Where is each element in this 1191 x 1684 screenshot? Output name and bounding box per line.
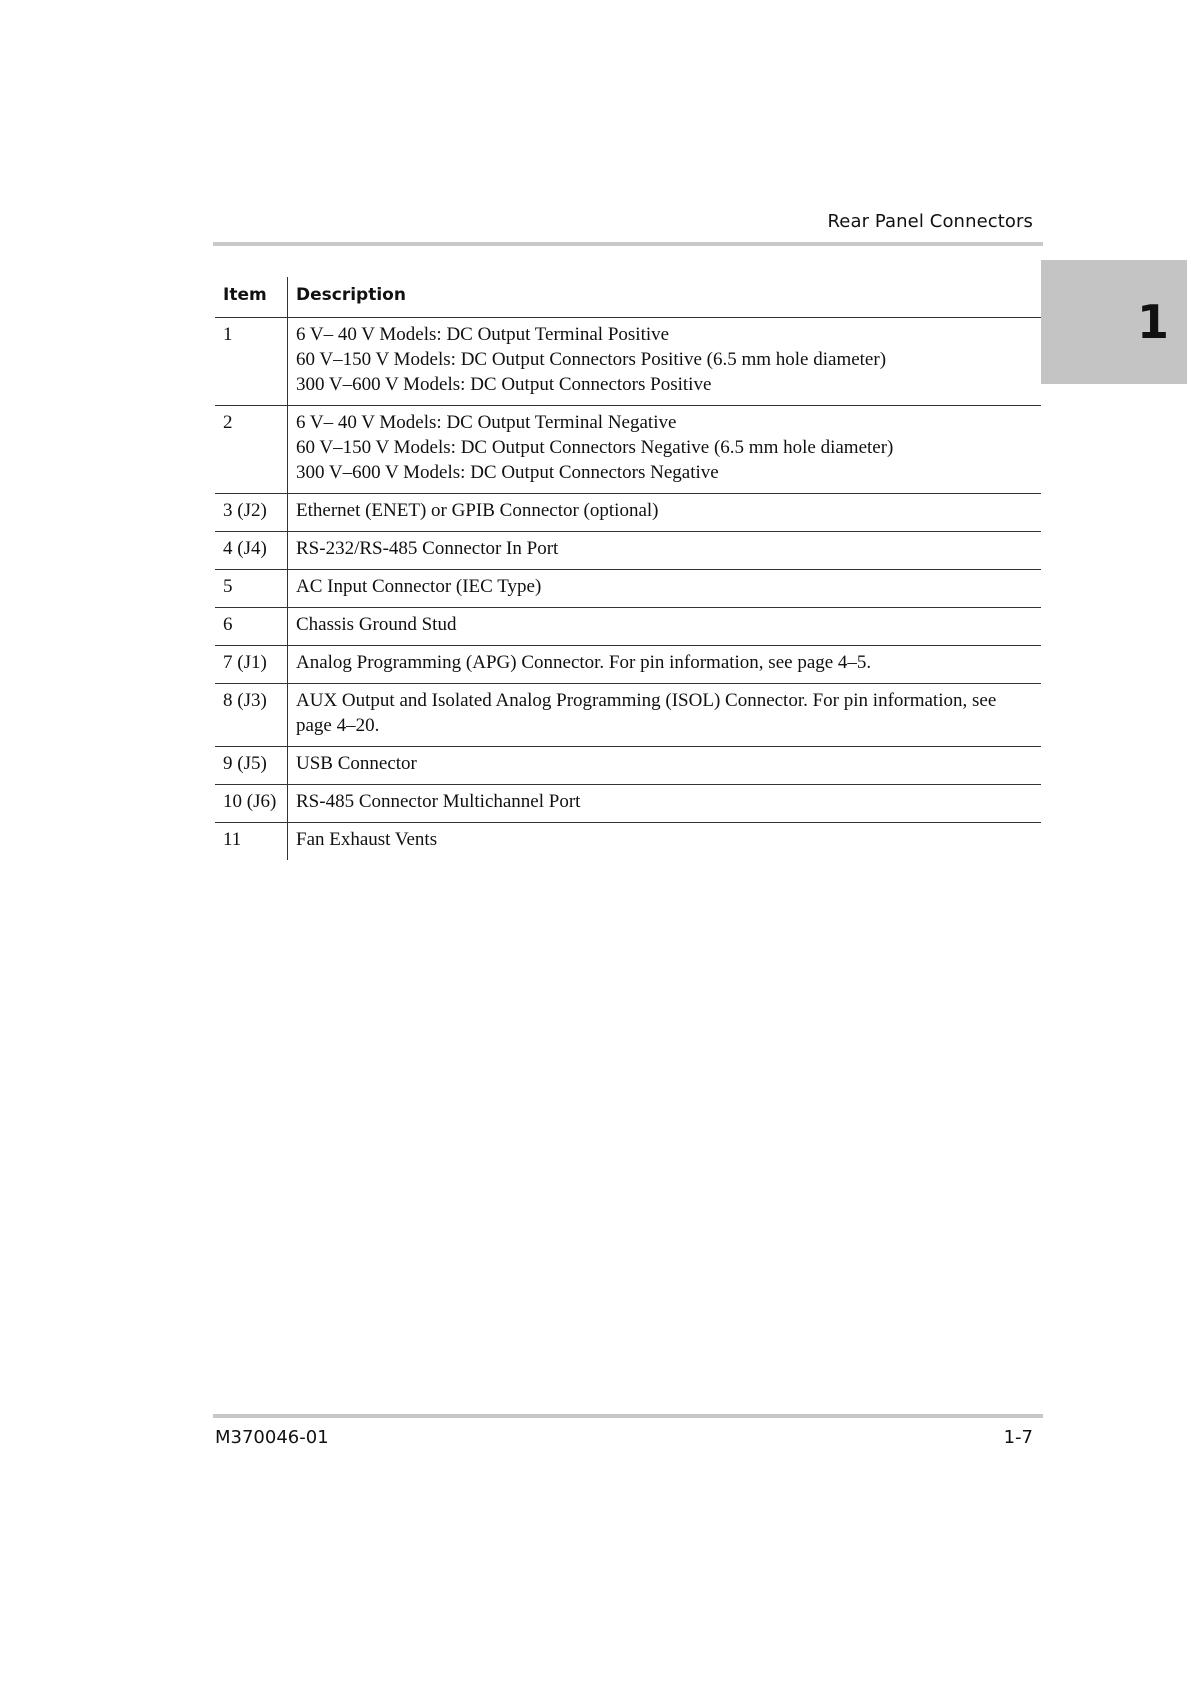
header-divider: [213, 242, 1043, 246]
item-cell: 5: [215, 570, 288, 608]
description-line: Chassis Ground Stud: [296, 614, 457, 635]
description-line: 60 V–150 V Models: DC Output Connectors Negative (6.5 mm hole diameter): [296, 437, 894, 458]
description-line: Ethernet (ENET) or GPIB Connector (optional): [296, 500, 659, 521]
item-cell: 11: [215, 823, 288, 861]
description-cell: [288, 785, 1042, 823]
description-cell: [288, 747, 1042, 785]
item-cell: 2: [215, 406, 288, 494]
document-number: M370046-01: [215, 1427, 329, 1448]
table-row: [215, 684, 1041, 747]
description-line: AUX Output and Isolated Analog Programming (ISOL) Connector. For pin information, see: [296, 690, 997, 711]
table-header-row: [215, 277, 1041, 318]
description-cell: [288, 532, 1042, 570]
item-cell: 3 (J2): [215, 494, 288, 532]
item-cell: 10 (J6): [215, 785, 288, 823]
chapter-tab: [1041, 260, 1187, 384]
description-cell: [288, 406, 1042, 494]
running-header-title: Rear Panel Connectors: [827, 211, 1033, 232]
description-cell: [288, 318, 1042, 406]
footer-divider: [213, 1414, 1043, 1418]
description-line: 6 V– 40 V Models: DC Output Terminal Negative: [296, 412, 677, 433]
table-row: [215, 570, 1041, 608]
chapter-number: 1: [1136, 295, 1169, 349]
table-row: [215, 406, 1041, 494]
description-cell: [288, 684, 1042, 747]
item-cell: 6: [215, 608, 288, 646]
description-line: RS-485 Connector Multichannel Port: [296, 791, 581, 812]
page-number: 1-7: [1003, 1427, 1033, 1448]
description-cell: [288, 646, 1042, 684]
item-cell: 4 (J4): [215, 532, 288, 570]
table-row: [215, 532, 1041, 570]
column-header-item: Item: [215, 277, 288, 318]
table-row: [215, 318, 1041, 406]
description-line: 60 V–150 V Models: DC Output Connectors Positive (6.5 mm hole diameter): [296, 349, 887, 370]
table-row: [215, 494, 1041, 532]
table-row: [215, 785, 1041, 823]
item-cell: 8 (J3): [215, 684, 288, 747]
description-line: Fan Exhaust Vents: [296, 829, 438, 850]
description-cell: [288, 608, 1042, 646]
description-cell: [288, 570, 1042, 608]
description-cell: [288, 823, 1042, 861]
column-header-description: Description: [288, 277, 1042, 318]
description-line: 300 V–600 V Models: DC Output Connectors Positive: [296, 374, 712, 395]
description-line: RS-232/RS-485 Connector In Port: [296, 538, 559, 559]
description-line: 300 V–600 V Models: DC Output Connectors Negative: [296, 462, 719, 483]
description-line: 6 V– 40 V Models: DC Output Terminal Positive: [296, 324, 670, 345]
description-line: USB Connector: [296, 753, 417, 774]
description-line: page 4–20.: [296, 715, 380, 736]
table-row: [215, 823, 1041, 861]
table-row: [215, 608, 1041, 646]
item-cell: 9 (J5): [215, 747, 288, 785]
item-cell: 7 (J1): [215, 646, 288, 684]
table-row: [215, 646, 1041, 684]
description-line: Analog Programming (APG) Connector. For pin information, see page 4–5.: [296, 652, 872, 673]
description-line: AC Input Connector (IEC Type): [296, 576, 542, 597]
description-cell: [288, 494, 1042, 532]
table-row: [215, 747, 1041, 785]
item-cell: 1: [215, 318, 288, 406]
connector-items-table: [215, 277, 1041, 860]
